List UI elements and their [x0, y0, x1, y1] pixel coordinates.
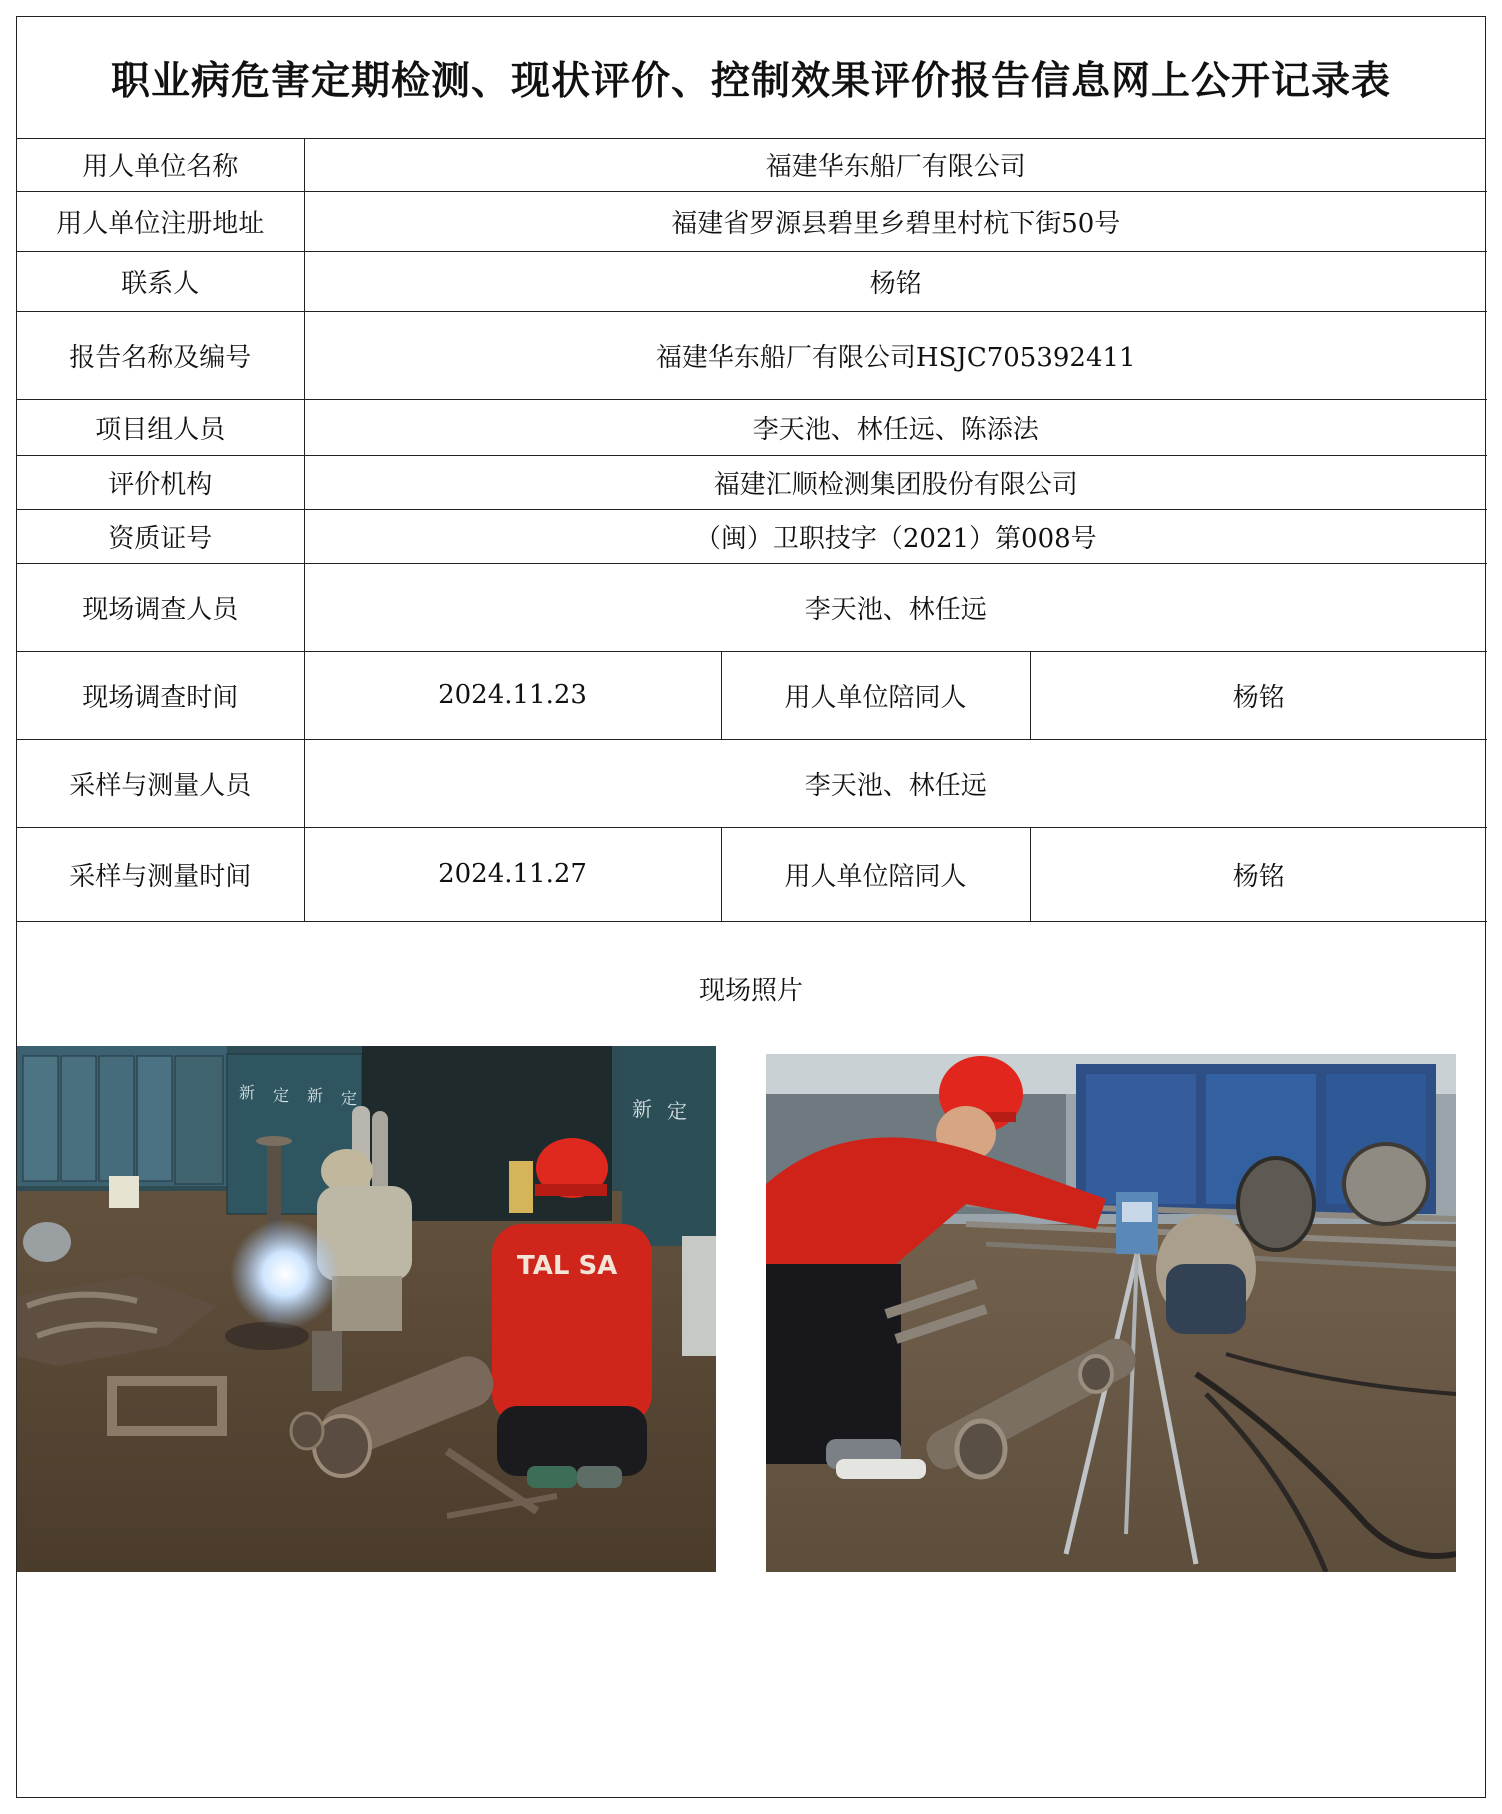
row-survey-time	[17, 651, 1487, 739]
row-sampling-staff	[17, 739, 1487, 827]
contact-value: 杨铭	[304, 251, 1487, 311]
report-label: 报告名称及编号	[17, 311, 304, 399]
row-employer-address	[17, 191, 1487, 251]
agency-label: 评价机构	[17, 455, 304, 509]
employer-name-value: 福建华东船厂有限公司	[304, 139, 1487, 191]
site-photo-welding	[17, 1046, 716, 1572]
sampling-time-label: 采样与测量时间	[17, 827, 304, 921]
shirt-text: TAL SA	[517, 1251, 618, 1281]
row-certificate	[17, 509, 1487, 563]
row-employer-name	[17, 139, 1487, 191]
employer-name-label: 用人单位名称	[17, 139, 304, 191]
row-contact	[17, 251, 1487, 311]
row-report	[17, 311, 1487, 399]
sign-char-5: 新	[632, 1097, 652, 1121]
agency-value: 福建汇顺检测集团股份有限公司	[304, 455, 1487, 509]
sign-char-6: 定	[667, 1099, 687, 1123]
site-photo-measurement	[766, 1054, 1456, 1572]
page-title: 职业病危害定期检测、现状评价、控制效果评价报告信息网上公开记录表	[17, 17, 1485, 139]
sign-char-3: 新	[307, 1086, 324, 1105]
record-sheet	[16, 16, 1486, 1798]
survey-staff-label: 现场调查人员	[17, 563, 304, 651]
row-sampling-time	[17, 827, 1487, 921]
row-agency	[17, 455, 1487, 509]
sampling-staff-value: 李天池、林任远	[304, 739, 1487, 827]
survey-staff-value: 李天池、林任远	[304, 563, 1487, 651]
report-value: 福建华东船厂有限公司HSJC705392411	[304, 311, 1487, 399]
team-value: 李天池、林任远、陈添法	[304, 399, 1487, 455]
photos-label: 现场照片	[698, 976, 803, 1006]
info-table	[17, 139, 1487, 922]
sign-char-2: 定	[273, 1086, 290, 1105]
sign-char-4: 定	[341, 1089, 358, 1108]
survey-companion-value: 杨铭	[1030, 651, 1487, 739]
team-label: 项目组人员	[17, 399, 304, 455]
employer-address-label: 用人单位注册地址	[17, 191, 304, 251]
certificate-label: 资质证号	[17, 509, 304, 563]
sampling-time-value: 2024.11.27	[304, 827, 721, 921]
sign-char-1: 新	[239, 1083, 256, 1102]
survey-time-label: 现场调查时间	[17, 651, 304, 739]
row-survey-staff	[17, 563, 1487, 651]
certificate-value: （闽）卫职技字（2021）第008号	[304, 509, 1487, 563]
employer-address-value: 福建省罗源县碧里乡碧里村杭下街50号	[304, 191, 1487, 251]
row-team	[17, 399, 1487, 455]
survey-time-value: 2024.11.23	[304, 651, 721, 739]
contact-label: 联系人	[17, 251, 304, 311]
sampling-staff-label: 采样与测量人员	[17, 739, 304, 827]
sampling-companion-value: 杨铭	[1030, 827, 1487, 921]
survey-companion-label: 用人单位陪同人	[721, 651, 1030, 739]
sampling-companion-label: 用人单位陪同人	[721, 827, 1030, 921]
